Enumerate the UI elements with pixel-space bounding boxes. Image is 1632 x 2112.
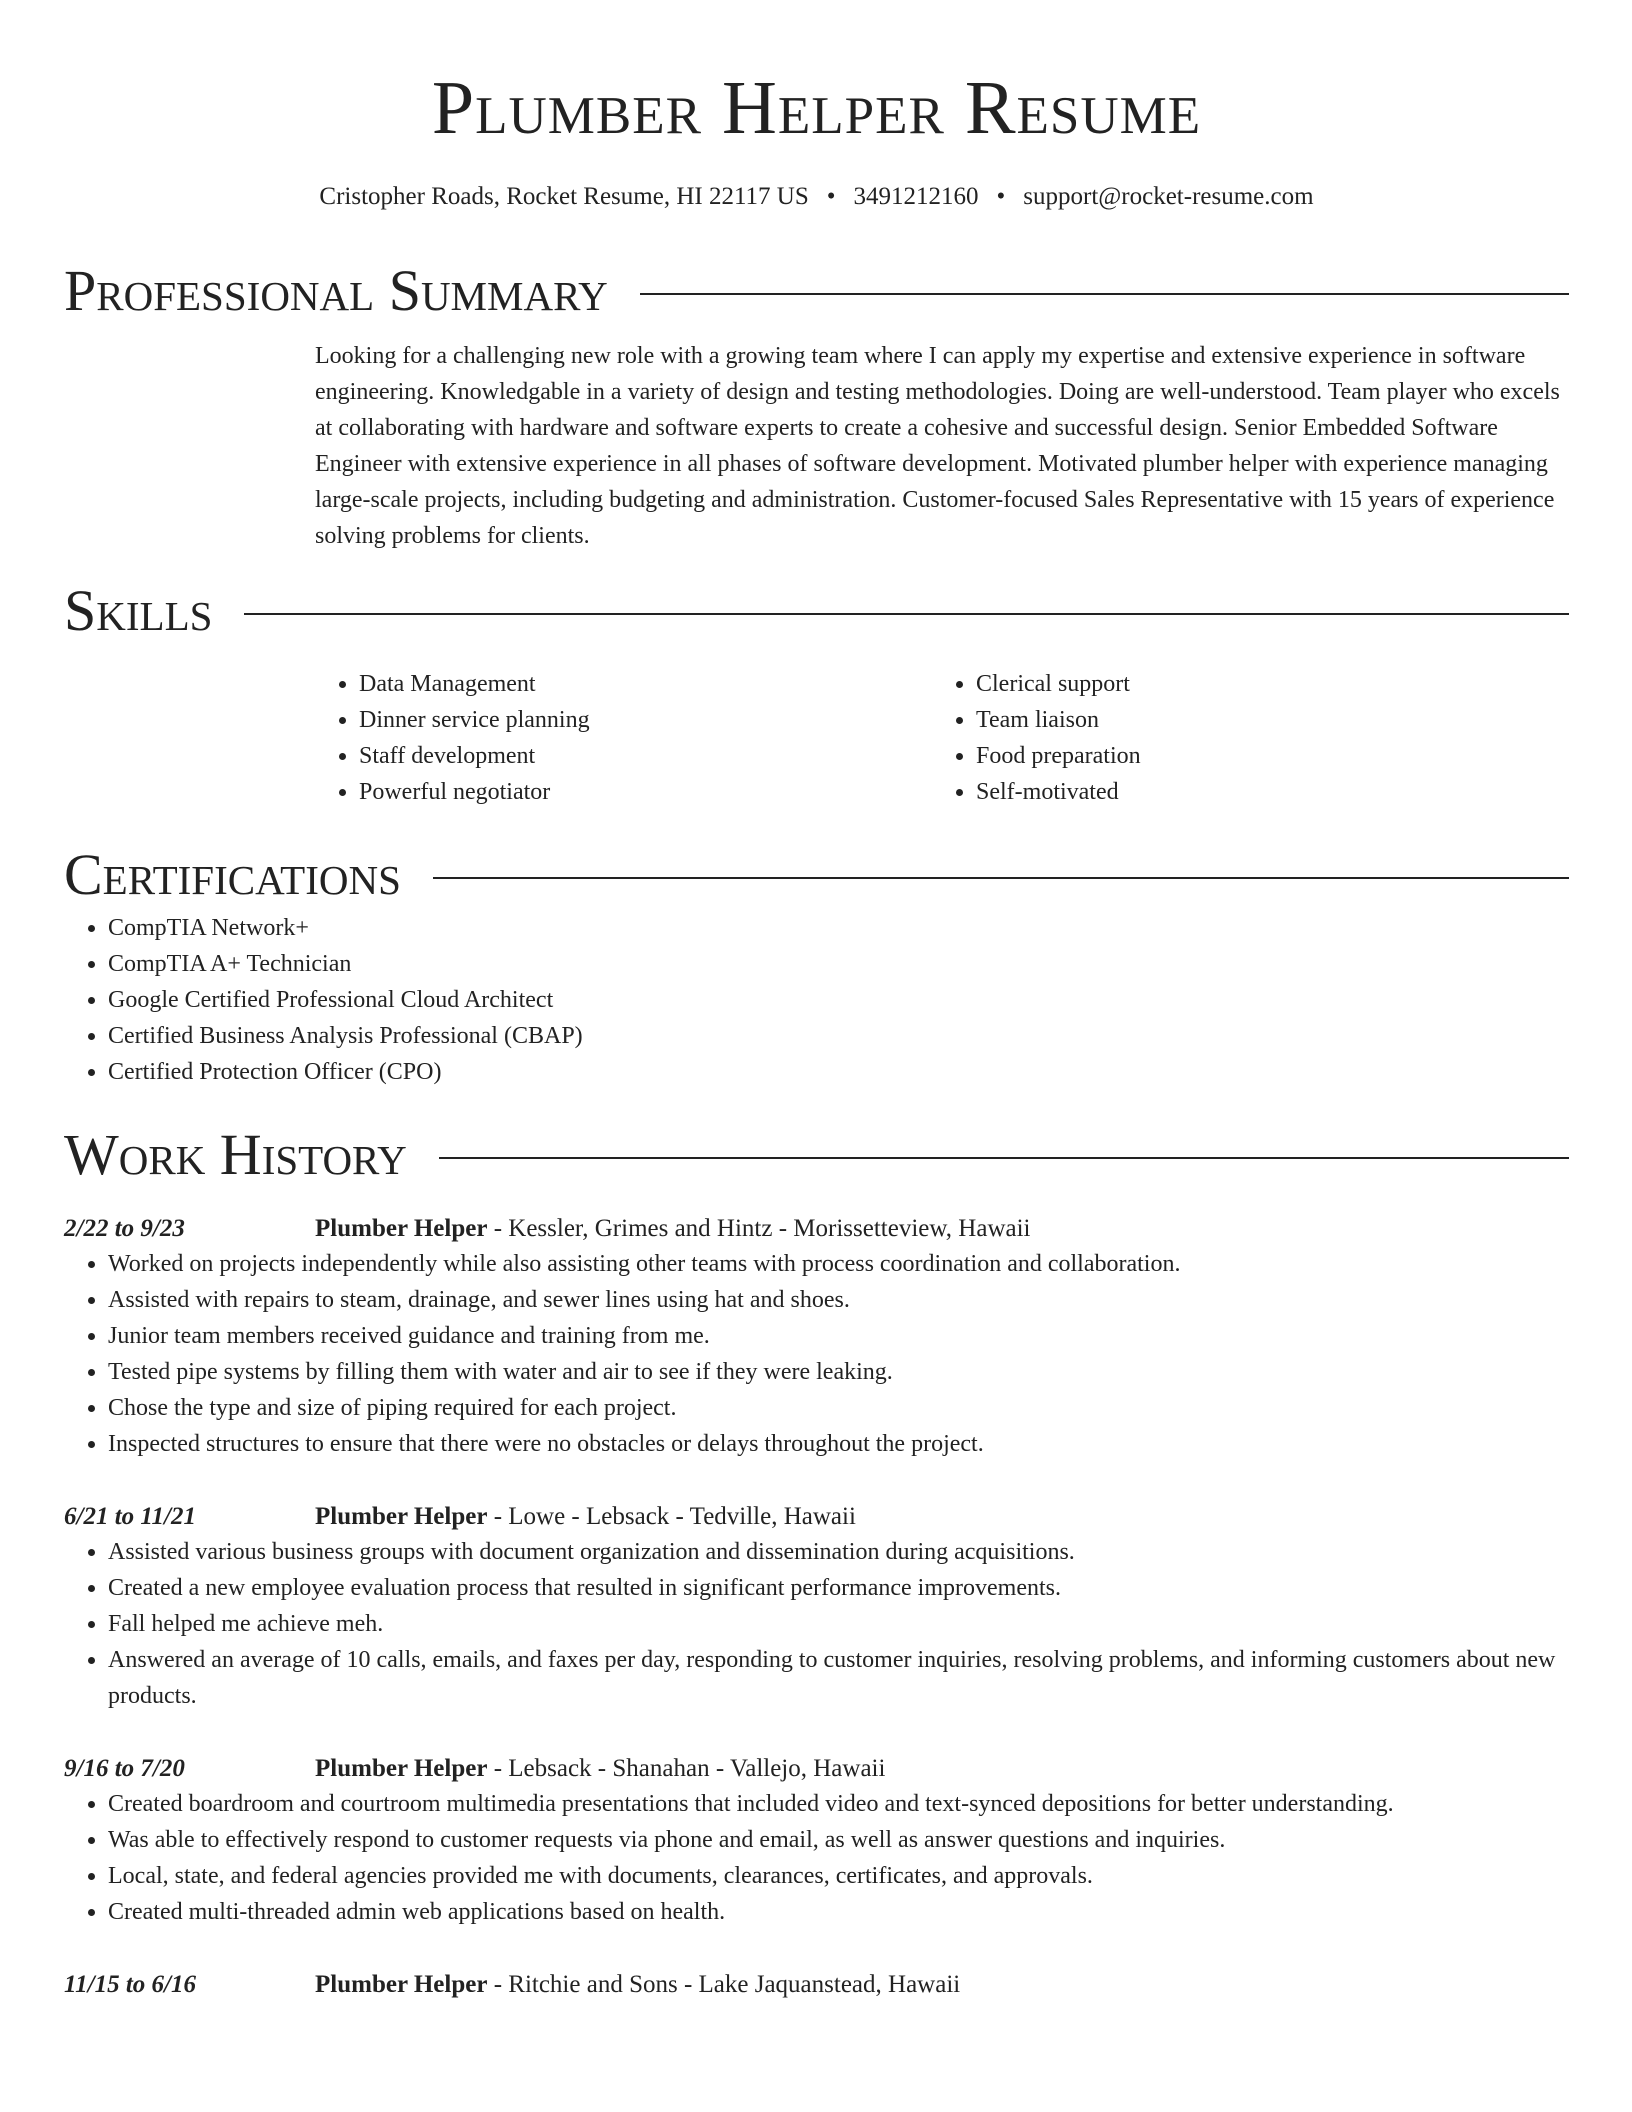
- certification-item: • CompTIA Network+: [108, 910, 1569, 946]
- skill-item: • Team liaison: [976, 702, 1505, 738]
- contact-email: support@rocket-resume.com: [1023, 183, 1314, 210]
- job-header: [64, 1968, 1569, 2002]
- resume-title: Plumber Helper Resume: [431, 66, 1202, 150]
- job-header: [64, 1212, 1569, 1246]
- job-bullet: • Assisted with repairs to steam, drainage, and sewer lines using hat and shoes.: [108, 1282, 1569, 1318]
- certification-item: • Google Certified Professional Cloud Architect: [108, 982, 1569, 1018]
- resume-page: [64, 0, 1569, 2002]
- contact-separator: •: [996, 183, 1006, 210]
- skills-list-left: [315, 666, 932, 810]
- skill-item: • Data Management: [359, 666, 932, 702]
- section-divider: [433, 877, 1569, 879]
- job-company: - Kessler, Grimes and Hintz - Morissetteview, Hawaii: [487, 1215, 1031, 1242]
- section-divider: [640, 293, 1569, 295]
- job-role: Plumber Helper: [315, 1755, 488, 1782]
- work-history-heading: Work History: [64, 1122, 407, 1187]
- job-bullets: [64, 1786, 1569, 1930]
- skill-item: • Dinner service planning: [359, 702, 932, 738]
- job-bullet: • Fall helped me achieve meh.: [108, 1606, 1569, 1642]
- contact-address: Cristopher Roads, Rocket Resume, HI 22117 US: [319, 183, 809, 210]
- job-bullet: • Inspected structures to ensure that there were no obstacles or delays throughout the project.: [108, 1426, 1569, 1462]
- contact-line: [64, 180, 1569, 214]
- job-bullet: • Junior team members received guidance and training from me.: [108, 1318, 1569, 1354]
- job-dates: 2/22 to 9/23: [64, 1215, 185, 1242]
- job-bullet: • Chose the type and size of piping required for each project.: [108, 1390, 1569, 1426]
- job-bullet: • Created a new employee evaluation process that resulted in significant performance improvements.: [108, 1570, 1569, 1606]
- skill-item: • Powerful negotiator: [359, 774, 932, 810]
- job-company: - Lebsack - Shanahan - Vallejo, Hawaii: [487, 1755, 886, 1782]
- certification-item: • CompTIA A+ Technician: [108, 946, 1569, 982]
- summary-section-header: [64, 256, 1569, 326]
- skill-item: • Clerical support: [976, 666, 1505, 702]
- section-divider: [244, 613, 1569, 615]
- work-history-list: [64, 1212, 1569, 2002]
- job-entry: [64, 1752, 1569, 1930]
- job-company: - Ritchie and Sons - Lake Jaquanstead, Hawaii: [487, 1971, 961, 1998]
- skills-section-header: [64, 576, 1569, 646]
- certifications-heading: Certifications: [64, 842, 401, 907]
- job-bullets: [64, 1246, 1569, 1462]
- job-header: [64, 1500, 1569, 1534]
- job-bullets: [64, 1534, 1569, 1714]
- work-history-section-header: [64, 1120, 1569, 1190]
- job-dates: 11/15 to 6/16: [64, 1971, 196, 1998]
- job-title-line: [315, 1968, 960, 2002]
- contact-separator: •: [826, 183, 836, 210]
- job-bullet: • Created boardroom and courtroom multimedia presentations that included video and text-synced depositions for better understanding.: [108, 1786, 1569, 1822]
- job-bullet: • Answered an average of 10 calls, emails, and faxes per day, responding to customer inquiries, resolving problems, and informing customers about new products.: [108, 1642, 1569, 1714]
- job-header: [64, 1752, 1569, 1786]
- job-title-line: [315, 1500, 856, 1534]
- job-company: - Lowe - Lebsack - Tedville, Hawaii: [487, 1503, 856, 1530]
- job-title-line: [315, 1212, 1031, 1246]
- job-entry: [64, 1500, 1569, 1714]
- job-bullet: • Was able to effectively respond to customer requests via phone and email, as well as answer questions and inquiries.: [108, 1822, 1569, 1858]
- job-role: Plumber Helper: [315, 1215, 488, 1242]
- skill-item: • Self-motivated: [976, 774, 1505, 810]
- skills-heading: Skills: [64, 578, 213, 643]
- job-bullet: • Created multi-threaded admin web applications based on health.: [108, 1894, 1569, 1930]
- skill-item: • Staff development: [359, 738, 932, 774]
- job-bullet: • Local, state, and federal agencies provided me with documents, clearances, certificates, and approvals.: [108, 1858, 1569, 1894]
- job-entry: [64, 1968, 1569, 2002]
- skills-list-right: [932, 666, 1505, 810]
- section-divider: [439, 1157, 1569, 1159]
- summary-heading: Professional Summary: [64, 258, 608, 323]
- job-dates: 6/21 to 11/21: [64, 1503, 196, 1530]
- certification-item: • Certified Protection Officer (CPO): [108, 1054, 1569, 1090]
- job-title-line: [315, 1752, 885, 1786]
- job-bullet: • Assisted various business groups with document organization and dissemination during acquisitions.: [108, 1534, 1569, 1570]
- summary-text: Looking for a challenging new role with a growing team where I can apply my expertise and extensive experience in software engineering. Knowledgable in a variety of design and testing methodologies. Doing are well-understood. Team player who excels at collaborating with hardware and software experts to create a cohesive and successful design. Senior Embedded Software Engineer with extensive experience in all phases of software development. Motivated plumber helper with experience managing large-scale projects, including budgeting and administration. Customer-focused Sales Representative with 15 years of experience solving problems for clients.: [315, 343, 1560, 549]
- job-role: Plumber Helper: [315, 1503, 488, 1530]
- job-dates: 9/16 to 7/20: [64, 1755, 185, 1782]
- certification-item: • Certified Business Analysis Professional (CBAP): [108, 1018, 1569, 1054]
- contact-phone: 3491212160: [853, 183, 979, 210]
- certifications-section-header: [64, 840, 1569, 910]
- certifications-list: [64, 910, 1569, 1090]
- job-entry: [64, 1212, 1569, 1462]
- skills-grid: [315, 666, 1569, 810]
- job-bullet: • Tested pipe systems by filling them with water and air to see if they were leaking.: [108, 1354, 1569, 1390]
- job-role: Plumber Helper: [315, 1971, 488, 1998]
- skill-item: • Food preparation: [976, 738, 1505, 774]
- job-bullet: • Worked on projects independently while also assisting other teams with process coordination and collaboration.: [108, 1246, 1569, 1282]
